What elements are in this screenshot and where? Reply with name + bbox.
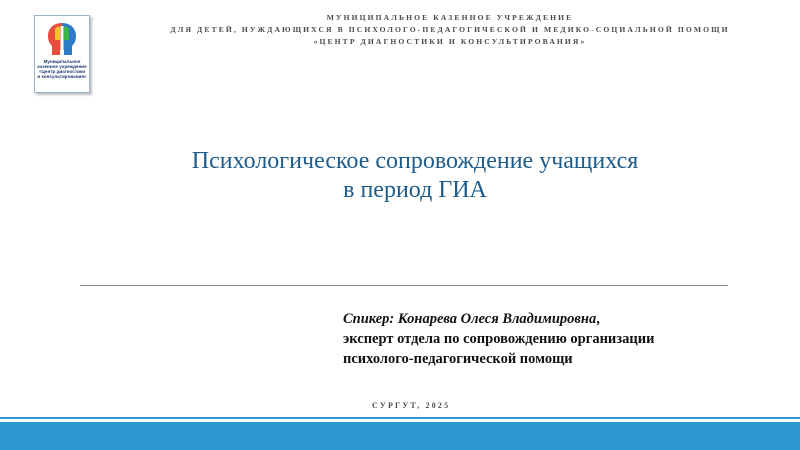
speaker-name: Спикер: Конарева Олеся Владимировна xyxy=(343,311,597,327)
header-line-3: «ЦЕНТР ДИАГНОСТИКИ И КОНСУЛЬТИРОВАНИЯ» xyxy=(313,37,587,46)
divider xyxy=(80,285,728,286)
presentation-title xyxy=(100,147,730,205)
speaker-comma: , xyxy=(596,311,600,327)
header-line-2: ДЛЯ ДЕТЕЙ, НУЖДАЮЩИХСЯ В ПСИХОЛОГО-ПЕДАГОГИЧЕСКОЙ И МЕДИКО-СОЦИАЛЬНОЙ ПОМОЩИ xyxy=(170,25,730,34)
organization-logo xyxy=(34,15,90,93)
logo-caption: Муниципальное казенное учреждение «Центр диагностики и консультирования» xyxy=(37,59,87,79)
institution-header xyxy=(110,12,790,48)
speaker-role-line-2: психолого-педагогической помощи xyxy=(343,351,573,367)
footer-bar xyxy=(0,422,800,450)
city-year: СУРГУТ, 2025 xyxy=(372,401,451,410)
title-line-1: Психологическое сопровождение учащихся xyxy=(191,148,639,174)
speaker-name-line xyxy=(343,309,783,329)
footer-accent-line xyxy=(0,417,800,419)
speaker-info xyxy=(343,309,783,369)
logo-heads-icon xyxy=(43,20,81,58)
header-line-1: МУНИЦИПАЛЬНОЕ КАЗЕННОЕ УЧРЕЖДЕНИЕ xyxy=(326,13,574,22)
title-line-2: в период ГИА xyxy=(343,177,487,203)
speaker-role-line-1: эксперт отдела по сопровождению организации xyxy=(343,331,655,347)
